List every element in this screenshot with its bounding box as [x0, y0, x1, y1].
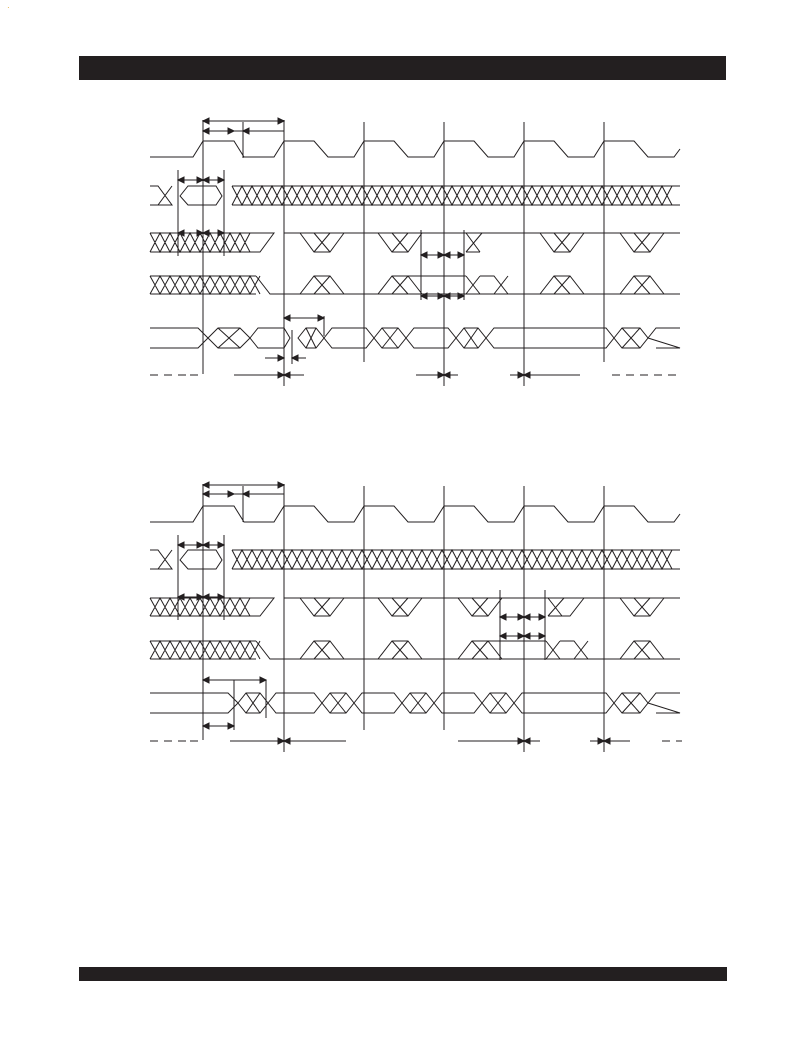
bus-3-waveform: [150, 641, 680, 659]
clock-waveform: [150, 506, 680, 522]
bus-2-waveform: [150, 598, 680, 616]
bus-1-waveform: [150, 550, 680, 569]
timing-arrows: [178, 482, 545, 729]
corner-mark: ·: [7, 3, 10, 12]
footer-bar: [79, 967, 727, 981]
marker-row-bottom: [150, 738, 682, 744]
data-bus-waveform: [150, 693, 680, 713]
